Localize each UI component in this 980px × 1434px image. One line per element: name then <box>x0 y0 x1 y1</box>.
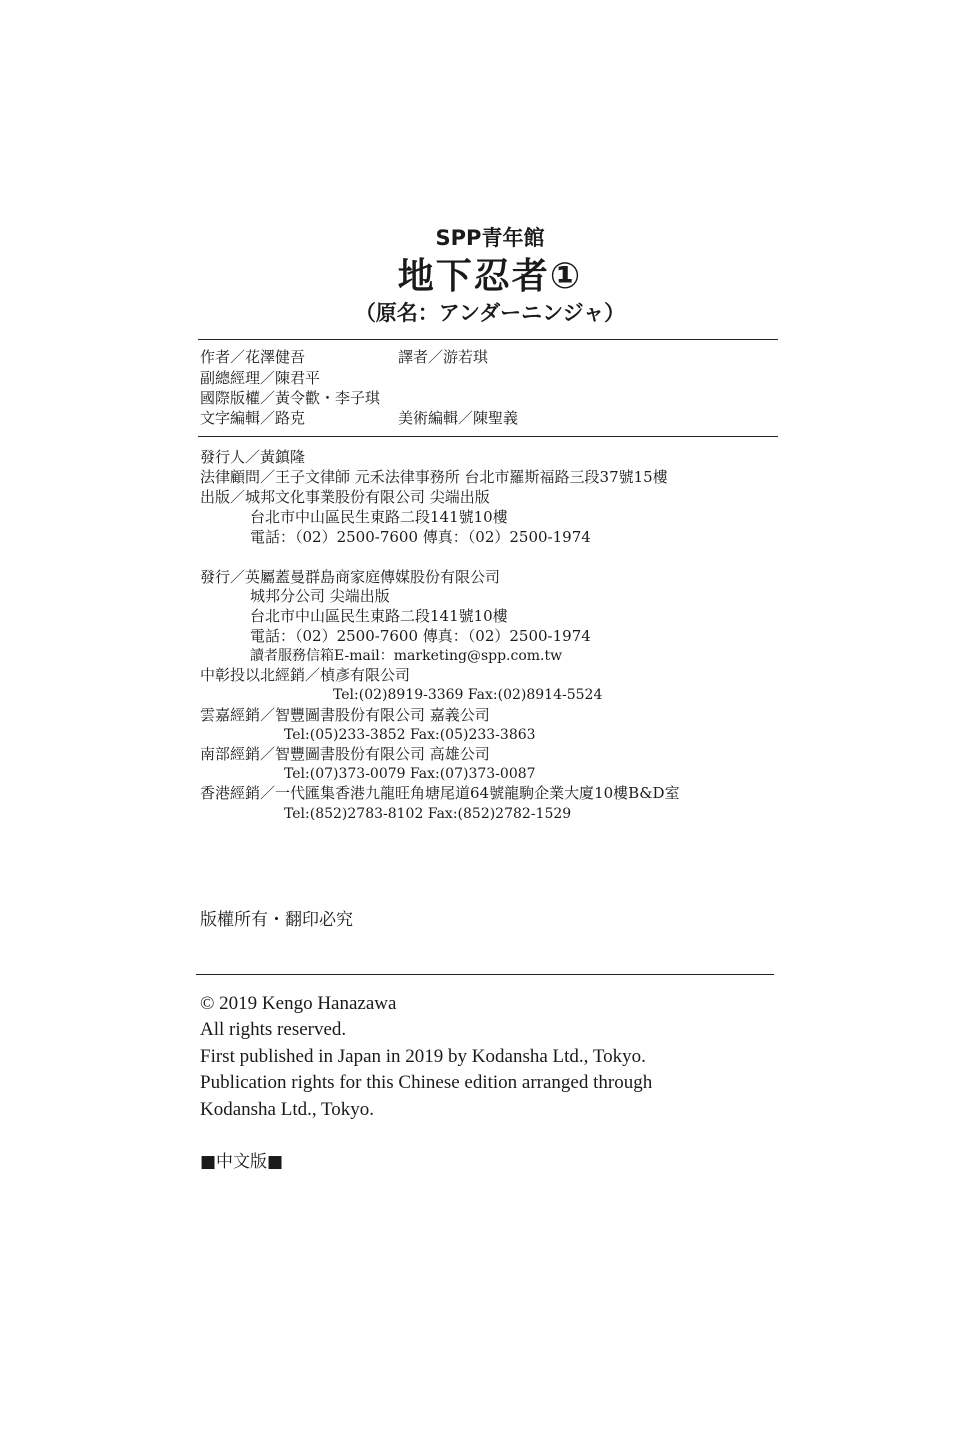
divider-bottom <box>196 974 774 975</box>
publication-rights-line: Publication rights for this Chinese edition arranged through <box>200 1072 653 1093</box>
north-distributor: 中彰投以北經銷／楨彥有限公司 <box>200 666 411 684</box>
legal-counsel: 法律顧問／王子文律師 元禾法律事務所 台北市羅斯福路三段37號15樓 <box>200 468 668 486</box>
deputy-gm-credit: 副總經理／陳君平 <box>200 369 321 387</box>
text-editor-credit: 文字編輯／路克 <box>200 409 306 427</box>
series-name: SPP青年館 <box>435 226 545 250</box>
distributor-branch: 城邦分公司 尖端出版 <box>250 587 390 605</box>
north-distributor-tel: Tel:(02)8919-3369 Fax:(02)8914-5524 <box>333 687 603 703</box>
press: 出版／城邦文化事業股份有限公司 尖端出版 <box>200 488 490 506</box>
distributor: 發行／英屬蓋曼群島商家庭傳媒股份有限公司 <box>200 568 501 586</box>
hk-distributor-tel: Tel:(852)2783-8102 Fax:(852)2782-1529 <box>284 806 572 822</box>
original-title: （原名：アンダーニンジャ） <box>354 301 626 325</box>
chiayi-distributor: 雲嘉經銷／智豐圖書股份有限公司 嘉義公司 <box>200 706 490 724</box>
rights-notice: 版權所有・翻印必究 <box>200 910 353 930</box>
distributor-phone: 電話：（02）2500-7600 傳真：（02）2500-1974 <box>250 627 591 645</box>
rights-reserved-line: All rights reserved. <box>200 1019 347 1040</box>
reader-service-email: 讀者服務信箱E-mail：marketing@spp.com.tw <box>250 648 563 664</box>
press-phone: 電話：（02）2500-7600 傳真：（02）2500-1974 <box>250 528 591 546</box>
chiayi-distributor-tel: Tel:(05)233-3852 Fax:(05)233-3863 <box>284 727 536 743</box>
first-published-line: First published in Japan in 2019 by Kodansha Ltd., Tokyo. <box>200 1046 646 1067</box>
south-distributor: 南部經銷／智豐圖書股份有限公司 高雄公司 <box>200 745 490 763</box>
book-title: 地下忍者① <box>397 256 583 297</box>
translator-credit: 譯者／游若琪 <box>398 348 489 366</box>
divider-middle <box>198 436 778 437</box>
copyright-line: © 2019 Kengo Hanazawa <box>200 993 397 1014</box>
author-credit: 作者／花澤健吾 <box>200 348 306 366</box>
south-distributor-tel: Tel:(07)373-0079 Fax:(07)373-0087 <box>284 766 536 782</box>
publisher: 發行人／黃鎮隆 <box>200 448 306 466</box>
art-editor-credit: 美術編輯／陳聖義 <box>398 409 519 427</box>
kodansha-line: Kodansha Ltd., Tokyo. <box>200 1099 375 1120</box>
hk-distributor: 香港經銷／一代匯集香港九龍旺角塘尾道64號龍駒企業大廈10樓B&D室 <box>200 784 680 802</box>
intl-rights-credit: 國際版權／黃令歡・李子琪 <box>200 389 381 407</box>
chinese-edition-mark: ■中文版■ <box>200 1152 284 1172</box>
divider-top <box>198 339 778 340</box>
press-address: 台北市中山區民生東路二段141號10樓 <box>250 508 508 526</box>
distributor-address: 台北市中山區民生東路二段141號10樓 <box>250 607 508 625</box>
